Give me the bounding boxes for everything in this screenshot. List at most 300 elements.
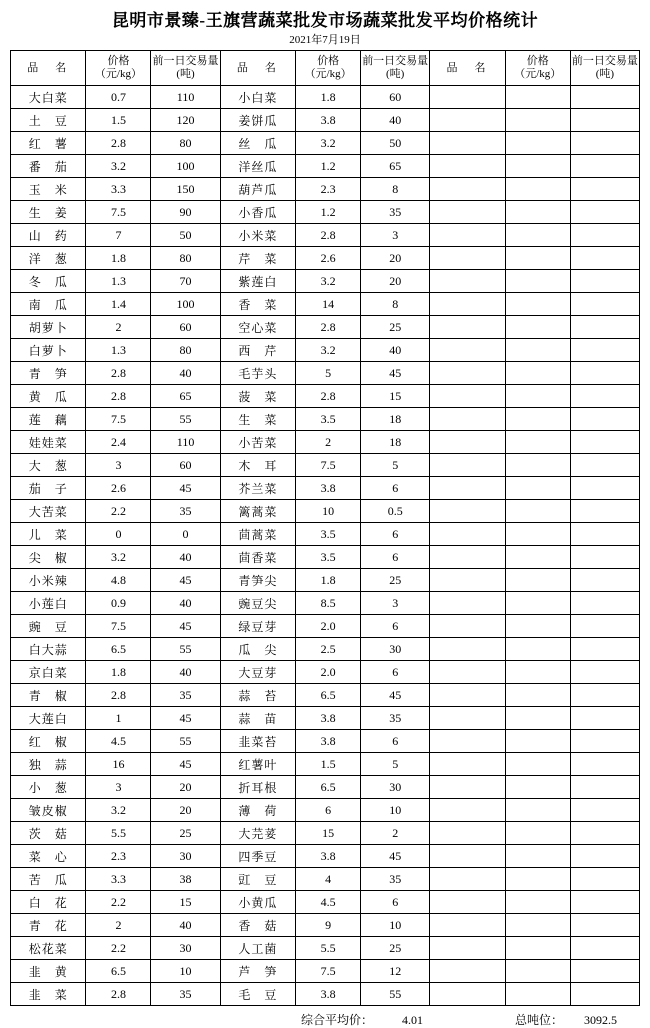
- cell-product-name: [430, 109, 505, 132]
- page-subtitle: 2021年7月19日: [289, 34, 361, 46]
- cell-product-name: 莲 藕: [11, 408, 86, 431]
- table-row: [11, 615, 640, 638]
- table-row: [11, 454, 640, 477]
- table-row: [11, 868, 640, 891]
- cell-price: [505, 86, 570, 109]
- table-row: [11, 592, 640, 615]
- cell-volume: 0: [151, 523, 220, 546]
- cell-price: [505, 661, 570, 684]
- table-row: [11, 201, 640, 224]
- header-volume-3: 前一日交易量(吨): [570, 51, 639, 86]
- cell-product-name: 青笋尖: [220, 569, 295, 592]
- cell-volume: 35: [151, 983, 220, 1006]
- cell-product-name: [430, 224, 505, 247]
- cell-price: [505, 316, 570, 339]
- cell-product-name: [430, 960, 505, 983]
- cell-price: [505, 201, 570, 224]
- cell-volume: [570, 822, 639, 845]
- cell-price: 2.8: [86, 385, 151, 408]
- cell-volume: 18: [361, 431, 430, 454]
- table-row: [11, 339, 640, 362]
- cell-price: 3.5: [296, 408, 361, 431]
- cell-price: [505, 799, 570, 822]
- cell-volume: 30: [361, 638, 430, 661]
- cell-volume: 45: [151, 569, 220, 592]
- cell-product-name: 大莲白: [11, 707, 86, 730]
- cell-product-name: 韭菜苔: [220, 730, 295, 753]
- cell-product-name: [430, 132, 505, 155]
- cell-product-name: 葫芦瓜: [220, 178, 295, 201]
- cell-product-name: 折耳根: [220, 776, 295, 799]
- cell-volume: 6: [361, 661, 430, 684]
- header-volume-2: 前一日交易量(吨): [361, 51, 430, 86]
- cell-price: 2.8: [296, 316, 361, 339]
- cell-volume: 70: [151, 270, 220, 293]
- cell-volume: [570, 500, 639, 523]
- cell-volume: 40: [151, 592, 220, 615]
- cell-volume: 12: [361, 960, 430, 983]
- cell-volume: 6: [361, 891, 430, 914]
- header-price-3: 价格（元/kg）: [505, 51, 570, 86]
- cell-price: 1.2: [296, 155, 361, 178]
- cell-product-name: [430, 431, 505, 454]
- cell-price: [505, 592, 570, 615]
- cell-product-name: 韭 黄: [11, 960, 86, 983]
- cell-volume: 15: [151, 891, 220, 914]
- cell-product-name: [430, 937, 505, 960]
- cell-volume: 150: [151, 178, 220, 201]
- cell-price: 6: [296, 799, 361, 822]
- cell-volume: 65: [151, 385, 220, 408]
- cell-price: 3.8: [296, 109, 361, 132]
- cell-product-name: 娃娃菜: [11, 431, 86, 454]
- table-row: [11, 178, 640, 201]
- cell-product-name: [430, 86, 505, 109]
- cell-product-name: 姜饼瓜: [220, 109, 295, 132]
- cell-price: [505, 707, 570, 730]
- cell-product-name: [430, 201, 505, 224]
- cell-price: 3.8: [296, 845, 361, 868]
- cell-product-name: 皱皮椒: [11, 799, 86, 822]
- cell-product-name: 红 椒: [11, 730, 86, 753]
- cell-price: [505, 385, 570, 408]
- cell-volume: 10: [361, 799, 430, 822]
- cell-volume: [570, 270, 639, 293]
- cell-product-name: 芦 笋: [220, 960, 295, 983]
- table-row: [11, 799, 640, 822]
- cell-product-name: [430, 385, 505, 408]
- cell-volume: 2: [361, 822, 430, 845]
- cell-volume: 25: [151, 822, 220, 845]
- cell-product-name: [430, 592, 505, 615]
- average-price-label: 综合平均价：: [301, 1013, 374, 1027]
- cell-price: 9: [296, 914, 361, 937]
- cell-product-name: [430, 362, 505, 385]
- table-row: [11, 822, 640, 845]
- cell-product-name: 香 菜: [220, 293, 295, 316]
- cell-price: 6.5: [86, 960, 151, 983]
- cell-product-name: 番 茄: [11, 155, 86, 178]
- cell-price: [505, 500, 570, 523]
- cell-price: 3: [86, 454, 151, 477]
- table-row: [11, 270, 640, 293]
- cell-price: 6.5: [296, 776, 361, 799]
- cell-price: [505, 868, 570, 891]
- average-price-value: 4.01: [402, 1013, 424, 1027]
- cell-price: 2.8: [86, 362, 151, 385]
- cell-price: 3: [86, 776, 151, 799]
- cell-price: 7.5: [86, 201, 151, 224]
- cell-volume: 55: [151, 638, 220, 661]
- cell-volume: [570, 914, 639, 937]
- cell-product-name: [430, 983, 505, 1006]
- cell-volume: [570, 178, 639, 201]
- cell-price: 2: [86, 914, 151, 937]
- cell-product-name: 大苦菜: [11, 500, 86, 523]
- cell-volume: 110: [151, 86, 220, 109]
- table-row: [11, 224, 640, 247]
- cell-price: 2.3: [86, 845, 151, 868]
- cell-volume: [570, 109, 639, 132]
- cell-product-name: [430, 753, 505, 776]
- cell-price: 7.5: [86, 408, 151, 431]
- cell-product-name: 空心菜: [220, 316, 295, 339]
- cell-price: 6.5: [86, 638, 151, 661]
- cell-volume: 120: [151, 109, 220, 132]
- cell-product-name: 南 瓜: [11, 293, 86, 316]
- header-volume-1: 前一日交易量(吨): [151, 51, 220, 86]
- table-row: [11, 730, 640, 753]
- cell-volume: [570, 661, 639, 684]
- cell-volume: 8: [361, 293, 430, 316]
- cell-volume: 60: [151, 454, 220, 477]
- cell-product-name: 青 椒: [11, 684, 86, 707]
- cell-product-name: 菜 心: [11, 845, 86, 868]
- cell-volume: 6: [361, 730, 430, 753]
- cell-product-name: [430, 569, 505, 592]
- cell-product-name: [430, 707, 505, 730]
- cell-product-name: 茨 菇: [11, 822, 86, 845]
- cell-volume: 80: [151, 247, 220, 270]
- cell-price: 3.8: [296, 477, 361, 500]
- cell-volume: 3: [361, 224, 430, 247]
- cell-volume: [570, 684, 639, 707]
- cell-product-name: [430, 845, 505, 868]
- cell-volume: 10: [151, 960, 220, 983]
- cell-price: 3.2: [86, 799, 151, 822]
- cell-product-name: 绿豆芽: [220, 615, 295, 638]
- cell-price: 2: [86, 316, 151, 339]
- cell-product-name: [430, 822, 505, 845]
- cell-price: 1.8: [296, 569, 361, 592]
- cell-price: [505, 546, 570, 569]
- cell-price: 5: [296, 362, 361, 385]
- cell-product-name: [430, 316, 505, 339]
- cell-price: [505, 132, 570, 155]
- cell-price: 2.8: [296, 385, 361, 408]
- cell-price: 2.2: [86, 937, 151, 960]
- cell-price: 3.3: [86, 868, 151, 891]
- cell-price: 14: [296, 293, 361, 316]
- cell-volume: 65: [361, 155, 430, 178]
- cell-volume: [570, 477, 639, 500]
- cell-product-name: 小白菜: [220, 86, 295, 109]
- cell-volume: 25: [361, 937, 430, 960]
- cell-volume: 18: [361, 408, 430, 431]
- cell-volume: 40: [151, 661, 220, 684]
- table-row: [11, 638, 640, 661]
- cell-price: 10: [296, 500, 361, 523]
- table-row: [11, 776, 640, 799]
- cell-product-name: 大芫荽: [220, 822, 295, 845]
- cell-volume: [570, 316, 639, 339]
- cell-price: 5.5: [296, 937, 361, 960]
- cell-price: 3.5: [296, 523, 361, 546]
- cell-price: 1.8: [86, 661, 151, 684]
- cell-price: 8.5: [296, 592, 361, 615]
- cell-volume: 100: [151, 293, 220, 316]
- cell-product-name: 白萝卜: [11, 339, 86, 362]
- cell-volume: 6: [361, 477, 430, 500]
- cell-product-name: 红薯叶: [220, 753, 295, 776]
- table-row: [11, 937, 640, 960]
- average-price-summary: [301, 1011, 423, 1028]
- cell-price: 3.8: [296, 707, 361, 730]
- table-row: [11, 385, 640, 408]
- cell-price: 3.2: [296, 339, 361, 362]
- cell-product-name: 小黄瓜: [220, 891, 295, 914]
- cell-volume: 3: [361, 592, 430, 615]
- table-row: [11, 523, 640, 546]
- cell-price: [505, 178, 570, 201]
- cell-product-name: 茴香菜: [220, 546, 295, 569]
- cell-volume: 55: [151, 408, 220, 431]
- cell-volume: 90: [151, 201, 220, 224]
- cell-price: [505, 408, 570, 431]
- cell-volume: [570, 592, 639, 615]
- cell-product-name: 豇 豆: [220, 868, 295, 891]
- cell-volume: 30: [361, 776, 430, 799]
- cell-price: [505, 224, 570, 247]
- cell-product-name: 蒜 苔: [220, 684, 295, 707]
- cell-price: 0: [86, 523, 151, 546]
- cell-price: 7: [86, 224, 151, 247]
- cell-product-name: 小香瓜: [220, 201, 295, 224]
- cell-product-name: 大豆芽: [220, 661, 295, 684]
- cell-price: 3.2: [86, 155, 151, 178]
- cell-volume: [570, 155, 639, 178]
- table-row: [11, 983, 640, 1006]
- cell-price: 4.5: [296, 891, 361, 914]
- cell-price: [505, 914, 570, 937]
- cell-price: 7.5: [296, 454, 361, 477]
- table-row: [11, 247, 640, 270]
- table-row: [11, 408, 640, 431]
- cell-volume: [570, 339, 639, 362]
- cell-product-name: [430, 868, 505, 891]
- cell-product-name: 豌豆尖: [220, 592, 295, 615]
- cell-volume: 45: [151, 477, 220, 500]
- cell-volume: 20: [151, 799, 220, 822]
- cell-volume: 6: [361, 615, 430, 638]
- cell-volume: 40: [151, 362, 220, 385]
- cell-price: 2.2: [86, 500, 151, 523]
- total-tonnage-label: 总吨位：: [515, 1013, 564, 1027]
- cell-volume: 25: [361, 316, 430, 339]
- cell-volume: [570, 776, 639, 799]
- cell-volume: [570, 615, 639, 638]
- cell-product-name: 儿 菜: [11, 523, 86, 546]
- cell-volume: 45: [361, 362, 430, 385]
- cell-product-name: 洋 葱: [11, 247, 86, 270]
- header-price-1: 价格（元/kg）: [86, 51, 151, 86]
- cell-price: 2.0: [296, 615, 361, 638]
- cell-price: 6.5: [296, 684, 361, 707]
- cell-volume: 6: [361, 523, 430, 546]
- table-row: [11, 431, 640, 454]
- cell-volume: 40: [361, 339, 430, 362]
- cell-product-name: 青 花: [11, 914, 86, 937]
- cell-product-name: 小米菜: [220, 224, 295, 247]
- cell-price: 5.5: [86, 822, 151, 845]
- cell-volume: 20: [361, 270, 430, 293]
- cell-product-name: 松花菜: [11, 937, 86, 960]
- cell-volume: [570, 707, 639, 730]
- cell-price: [505, 109, 570, 132]
- cell-volume: 35: [151, 684, 220, 707]
- cell-volume: 30: [151, 937, 220, 960]
- cell-price: 2.8: [86, 983, 151, 1006]
- cell-volume: 5: [361, 454, 430, 477]
- cell-product-name: 豌 豆: [11, 615, 86, 638]
- cell-volume: 38: [151, 868, 220, 891]
- cell-volume: 60: [151, 316, 220, 339]
- table-row: [11, 546, 640, 569]
- cell-volume: 110: [151, 431, 220, 454]
- cell-price: [505, 845, 570, 868]
- header-price-2: 价格（元/kg）: [296, 51, 361, 86]
- cell-price: [505, 776, 570, 799]
- cell-volume: 25: [361, 569, 430, 592]
- cell-volume: 40: [151, 914, 220, 937]
- cell-price: 2.0: [296, 661, 361, 684]
- cell-volume: 45: [151, 753, 220, 776]
- table-row: [11, 132, 640, 155]
- cell-product-name: 小苦菜: [220, 431, 295, 454]
- cell-price: 2.2: [86, 891, 151, 914]
- cell-price: 3.3: [86, 178, 151, 201]
- cell-product-name: 青 笋: [11, 362, 86, 385]
- cell-product-name: 毛芋头: [220, 362, 295, 385]
- cell-volume: 20: [361, 247, 430, 270]
- cell-price: [505, 937, 570, 960]
- cell-product-name: [430, 178, 505, 201]
- cell-product-name: 白 花: [11, 891, 86, 914]
- cell-product-name: [430, 661, 505, 684]
- cell-price: [505, 293, 570, 316]
- cell-volume: 80: [151, 132, 220, 155]
- cell-price: 2.3: [296, 178, 361, 201]
- cell-price: 2.4: [86, 431, 151, 454]
- cell-product-name: 胡萝卜: [11, 316, 86, 339]
- cell-product-name: 菠 菜: [220, 385, 295, 408]
- cell-product-name: 洋丝瓜: [220, 155, 295, 178]
- cell-price: [505, 362, 570, 385]
- cell-price: 1.3: [86, 270, 151, 293]
- cell-volume: 10: [361, 914, 430, 937]
- cell-price: [505, 730, 570, 753]
- cell-price: 1.8: [86, 247, 151, 270]
- cell-price: [505, 822, 570, 845]
- cell-volume: [570, 753, 639, 776]
- cell-volume: [570, 960, 639, 983]
- cell-volume: 35: [151, 500, 220, 523]
- total-tonnage-summary: [515, 1011, 617, 1028]
- cell-price: 2.8: [86, 132, 151, 155]
- cell-volume: 6: [361, 546, 430, 569]
- cell-volume: [570, 224, 639, 247]
- cell-product-name: [430, 776, 505, 799]
- cell-product-name: [430, 500, 505, 523]
- cell-volume: 8: [361, 178, 430, 201]
- cell-price: 3.2: [296, 270, 361, 293]
- table-row: [11, 316, 640, 339]
- cell-price: 16: [86, 753, 151, 776]
- cell-volume: [570, 362, 639, 385]
- cell-price: 7.5: [296, 960, 361, 983]
- table-row: [11, 960, 640, 983]
- table-row: [11, 569, 640, 592]
- cell-product-name: 芥兰菜: [220, 477, 295, 500]
- cell-price: 1.5: [296, 753, 361, 776]
- header-name-3: 品 名: [430, 51, 505, 86]
- table-row: [11, 362, 640, 385]
- table-row: [11, 845, 640, 868]
- cell-product-name: 小米辣: [11, 569, 86, 592]
- cell-volume: 35: [361, 201, 430, 224]
- cell-product-name: 韭 菜: [11, 983, 86, 1006]
- cell-product-name: [430, 914, 505, 937]
- cell-price: [505, 270, 570, 293]
- header-name-1: 品 名: [11, 51, 86, 86]
- cell-volume: [570, 454, 639, 477]
- cell-product-name: 紫莲白: [220, 270, 295, 293]
- cell-volume: 40: [361, 109, 430, 132]
- table-row: [11, 109, 640, 132]
- cell-price: [505, 891, 570, 914]
- cell-volume: 35: [361, 707, 430, 730]
- cell-product-name: 香 菇: [220, 914, 295, 937]
- page-title: 昆明市景臻-王旗营蔬菜批发市场蔬菜批发平均价格统计: [111, 11, 539, 30]
- cell-volume: 80: [151, 339, 220, 362]
- cell-product-name: [430, 454, 505, 477]
- cell-volume: 45: [361, 845, 430, 868]
- cell-volume: [570, 845, 639, 868]
- cell-product-name: 生 菜: [220, 408, 295, 431]
- cell-product-name: 四季豆: [220, 845, 295, 868]
- cell-volume: 50: [151, 224, 220, 247]
- table-row: [11, 155, 640, 178]
- cell-product-name: [430, 891, 505, 914]
- cell-volume: [570, 293, 639, 316]
- cell-volume: [570, 385, 639, 408]
- cell-price: 3.2: [296, 132, 361, 155]
- cell-price: [505, 960, 570, 983]
- cell-price: 15: [296, 822, 361, 845]
- cell-volume: 60: [361, 86, 430, 109]
- cell-volume: [570, 408, 639, 431]
- table-row: [11, 661, 640, 684]
